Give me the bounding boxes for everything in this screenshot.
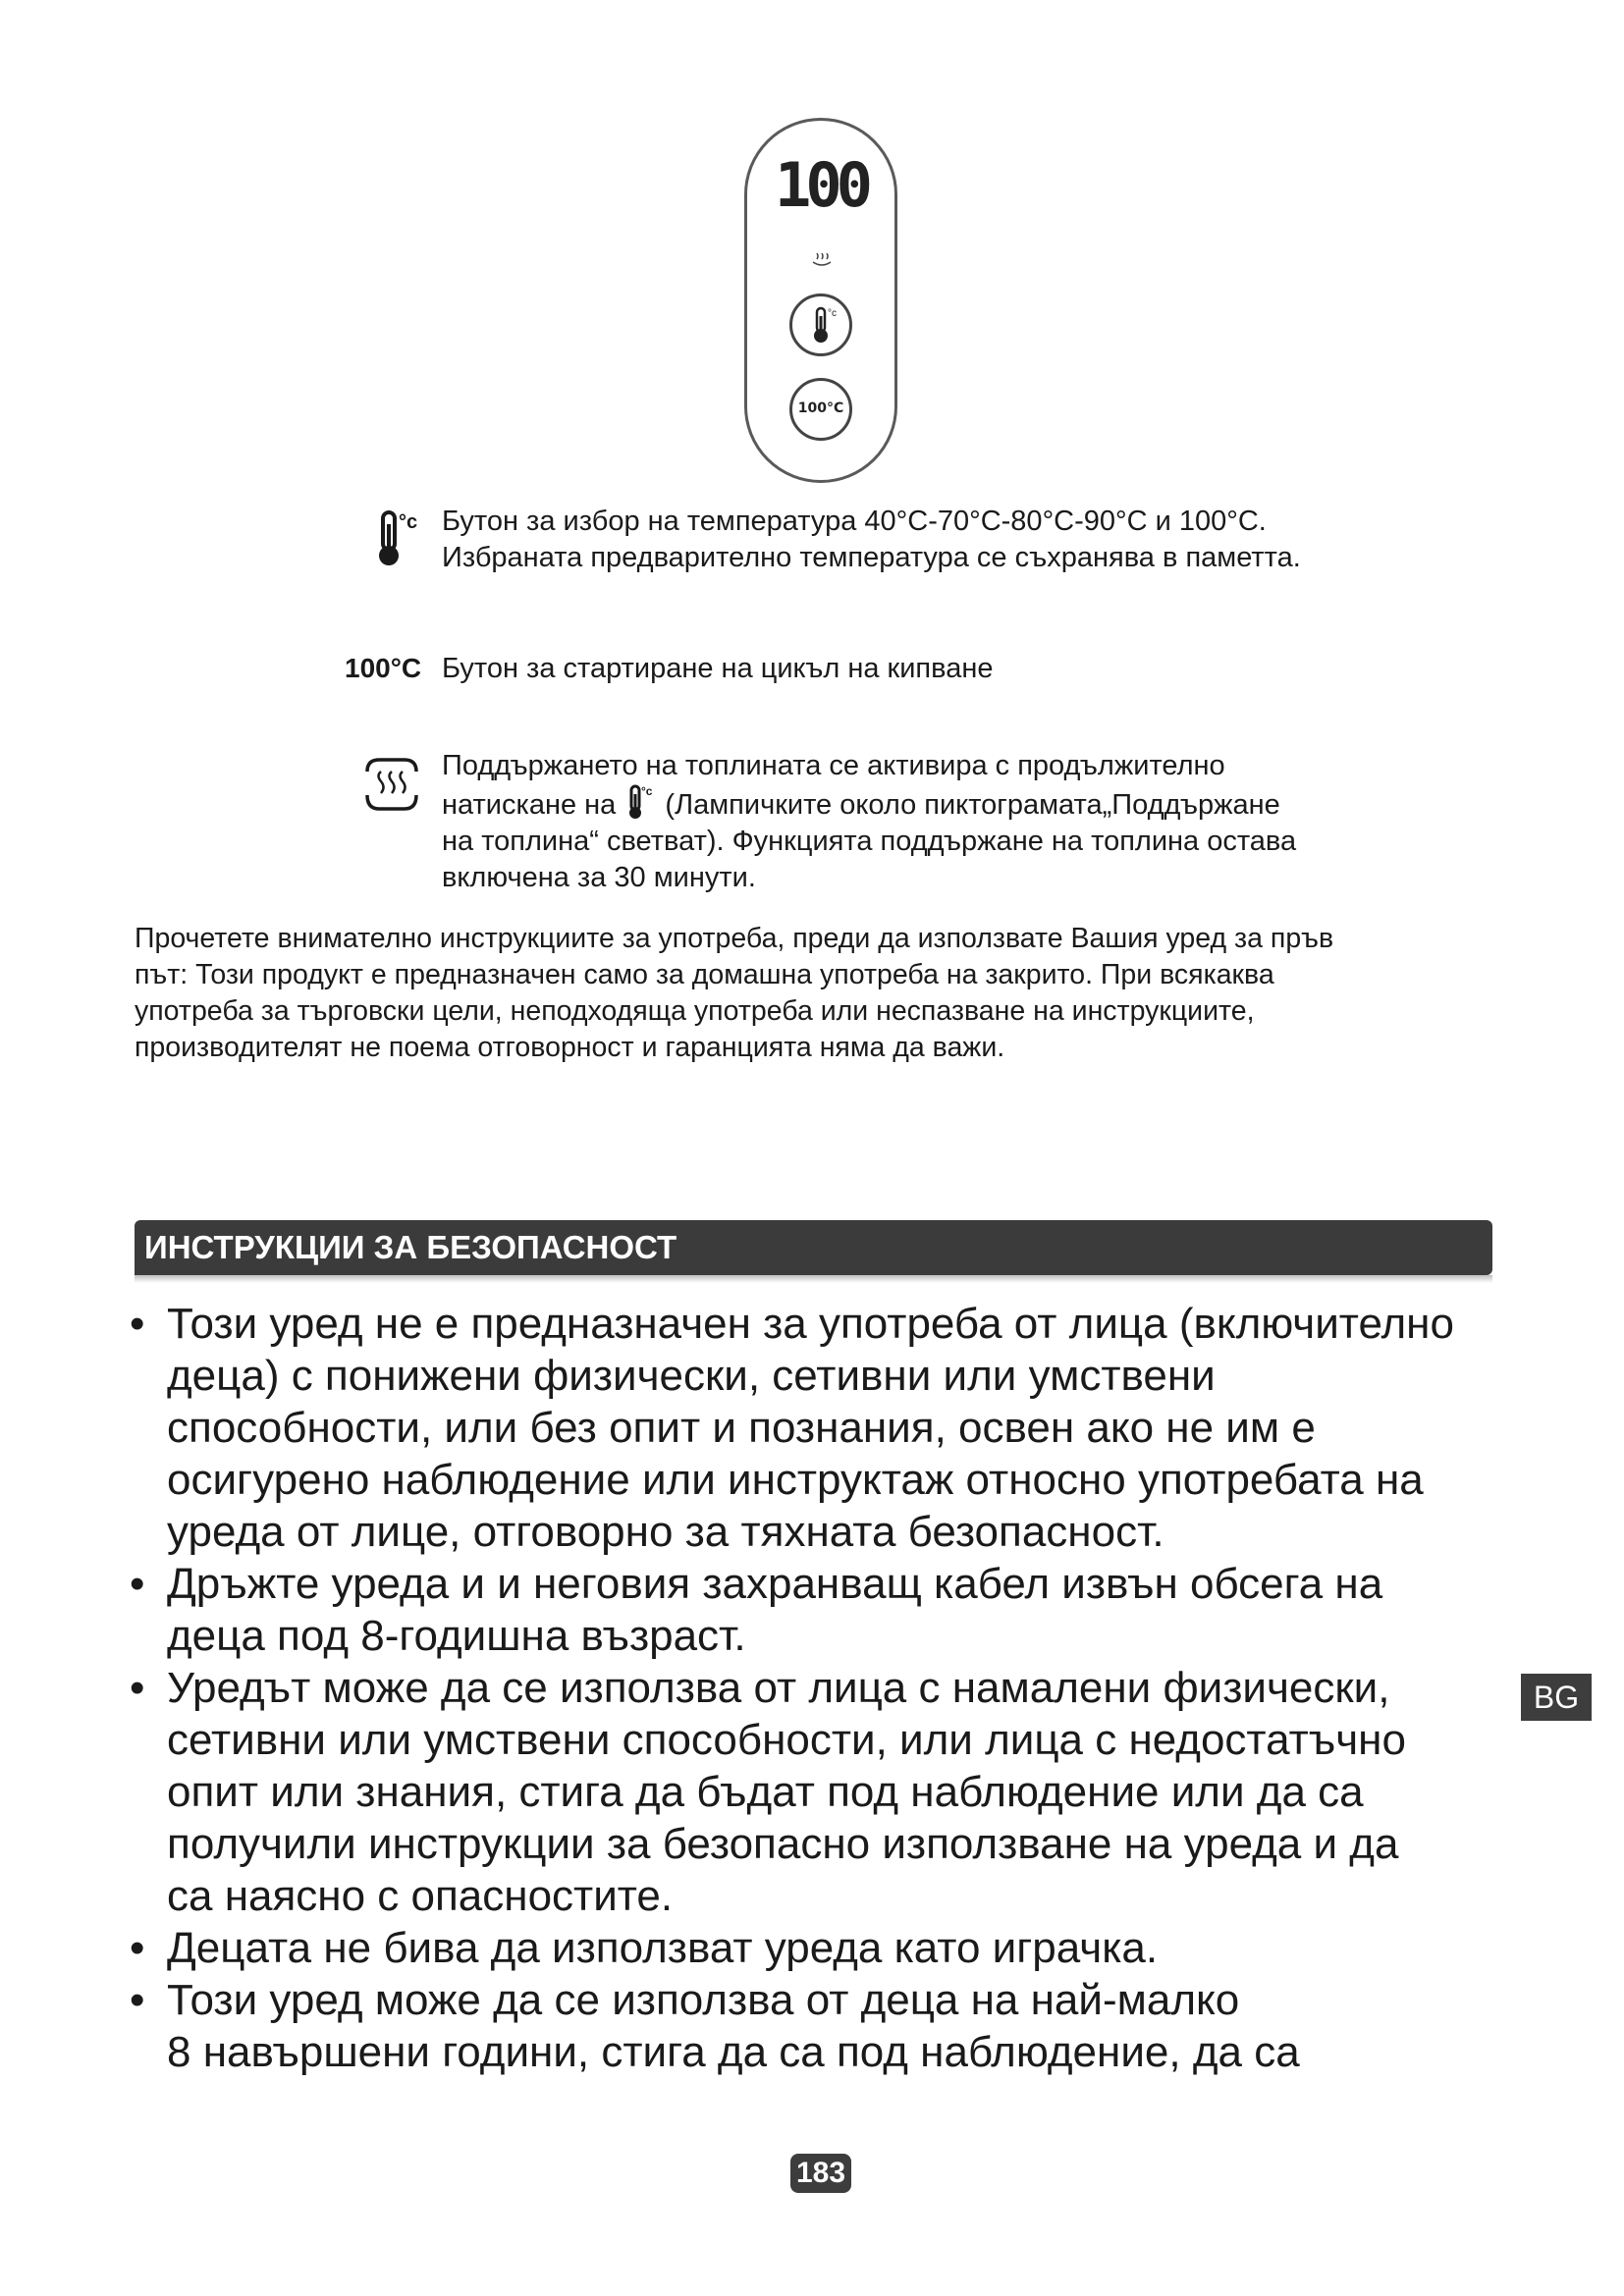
language-tab: BG xyxy=(1521,1674,1592,1721)
legend-segment: натискане на xyxy=(442,789,617,821)
safety-line: са наясно с опасностите. xyxy=(167,1872,674,1920)
safety-line: Уредът може да се използва от лица с намалени физически, xyxy=(167,1664,1390,1712)
safety-line: деца под 8-годишна възраст. xyxy=(167,1612,746,1660)
legend-line xyxy=(442,784,1424,824)
safety-item xyxy=(130,1974,1504,2078)
temperature-select-button[interactable] xyxy=(789,294,852,356)
boil-100c-icon: 100°C xyxy=(345,653,422,683)
notice-line: производителят не поема отговорност и гаранцията няма да важи. xyxy=(135,1032,1005,1063)
legend-segment: (Лампичките около пиктограмата„Поддържане xyxy=(665,789,1280,821)
bullet: • xyxy=(130,1300,145,1348)
safety-line: 8 навършени години, стига да са под наблюдение, да са xyxy=(167,2028,1300,2076)
safety-instructions-list xyxy=(130,1298,1504,2078)
usage-notice xyxy=(135,921,1499,1066)
legend-temperature-text xyxy=(442,504,1301,576)
legend-line: на топлина“ светват). Функцията поддържане на топлина остава xyxy=(442,826,1297,857)
section-title: ИНСТРУКЦИИ ЗА БЕЗОПАСНОСТ xyxy=(135,1220,1492,1275)
bullet: • xyxy=(130,1924,145,1972)
keep-warm-indicator-icon xyxy=(810,248,834,268)
safety-line: способности, или без опит и познания, освен ако не им е xyxy=(167,1404,1316,1452)
keep-warm-icon xyxy=(361,756,422,815)
safety-item xyxy=(130,1922,1504,1974)
safety-line: Този уред не е предназначен за употреба от лица (включително xyxy=(167,1300,1454,1348)
thermometer-icon xyxy=(792,296,849,353)
legend-line: Бутон за избор на температура 40°C-70°C-80°C-90°C и 100°C. xyxy=(442,506,1267,537)
safety-line: Децата не бива да използват уреда като играчка. xyxy=(167,1924,1159,1972)
notice-line: Прочетете внимателно инструкциите за употреба, преди да използвате Вашия уред за пръв xyxy=(135,923,1334,954)
bullet: • xyxy=(130,1976,145,2024)
safety-line: Този уред може да се използва от деца на най-малко xyxy=(167,1976,1240,2024)
legend-line: включена за 30 минути. xyxy=(442,862,756,893)
bullet: • xyxy=(130,1664,145,1712)
legend-keep-warm-text xyxy=(442,748,1424,896)
boil-button[interactable] xyxy=(789,378,852,441)
control-panel-illustration xyxy=(744,118,897,483)
safety-line: опит или знания, стига да бъдат под наблюдение или да са xyxy=(167,1768,1364,1816)
page-number: 183 xyxy=(790,2154,851,2193)
safety-item xyxy=(130,1298,1504,1558)
safety-line: деца) с понижени физически, сетивни или умствени xyxy=(167,1352,1216,1400)
safety-line: Дръжте уреда и и неговия захранващ кабел извън обсега на xyxy=(167,1560,1383,1608)
thermometer-icon xyxy=(371,508,426,569)
legend-line: Поддържането на топлината се активира с продължително xyxy=(442,750,1225,781)
legend-boil-text: Бутон за стартиране на цикъл на кипване xyxy=(442,653,994,684)
safety-line: сетивни или умствени способности, или лица с недостатъчно xyxy=(167,1716,1406,1764)
section-title-shadow xyxy=(135,1275,1492,1283)
notice-line: употреба за търговски цели, неподходяща употреба или неспазване на инструкциите, xyxy=(135,995,1255,1027)
temperature-unit-label: °c xyxy=(828,308,837,319)
safety-line: осигурено наблюдение или инструктаж относно употребата на xyxy=(167,1456,1424,1504)
thermometer-inline-icon xyxy=(623,784,657,820)
safety-item xyxy=(130,1558,1504,1662)
svg-text:°c: °c xyxy=(641,784,653,798)
svg-text:°c: °c xyxy=(399,511,418,533)
legend-line: Избраната предварително температура се съхранява в паметта. xyxy=(442,542,1301,573)
safety-item xyxy=(130,1662,1504,1922)
boil-button-label: 100°C xyxy=(797,400,844,416)
temperature-display: 100 xyxy=(775,149,867,221)
notice-line: път: Този продукт е предназначен само за домашна употреба на закрито. При всякаква xyxy=(135,959,1274,990)
safety-line: получили инструкции за безопасно използване на уреда и да xyxy=(167,1820,1399,1868)
bullet: • xyxy=(130,1560,145,1608)
safety-line: уреда от лице, отговорно за тяхната безопасност. xyxy=(167,1508,1164,1556)
